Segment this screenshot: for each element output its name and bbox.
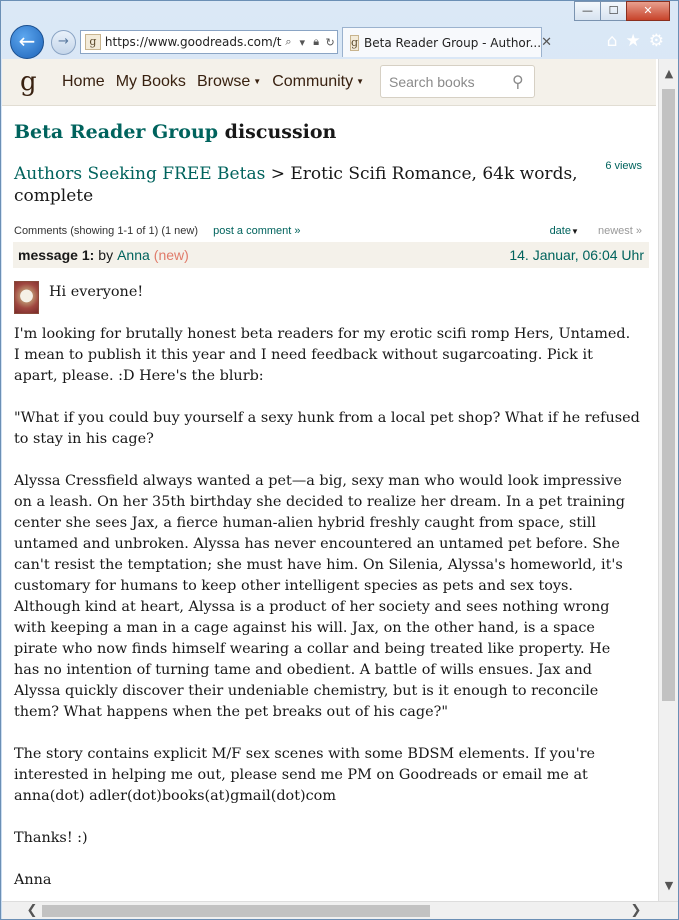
vertical-scroll-thumb[interactable] xyxy=(662,89,675,701)
horizontal-scroll-thumb[interactable] xyxy=(42,905,430,917)
caret-down-icon: ▼ xyxy=(356,77,365,87)
dropdown-icon[interactable]: ▾ xyxy=(299,35,306,49)
search-input[interactable]: Search books xyxy=(389,73,475,90)
tab-active[interactable] xyxy=(342,27,552,57)
search-box[interactable] xyxy=(380,65,535,98)
star-icon[interactable]: ★ xyxy=(625,31,641,51)
magnifier-icon[interactable]: ⚲ xyxy=(512,72,524,91)
search-icon[interactable]: ⌕ xyxy=(285,35,292,48)
arrow-left-icon: ← xyxy=(18,29,36,53)
comments-summary: Comments (showing 1-1 of 1) (1 new) xyxy=(14,225,199,237)
nav-browse-label: Browse xyxy=(196,73,251,90)
heading-suffix: discussion xyxy=(224,121,337,143)
nav-home[interactable]: Home xyxy=(62,73,105,90)
nav-browse[interactable] xyxy=(197,73,261,91)
vertical-scrollbar[interactable] xyxy=(658,59,678,901)
message-paragraph: I'm looking for brutally honest beta readers for my erotic scifi romp Hers, Untamed. I mean to publish it this year and I need feedback without sugarcoating. Pick it apart, please. :D Here's the blurb: xyxy=(14,326,631,384)
message-number: message 1: xyxy=(18,247,95,263)
refresh-icon[interactable]: ↻ xyxy=(325,35,335,49)
tab-title: Beta Reader Group - Author... xyxy=(364,35,542,50)
page-title xyxy=(14,121,336,143)
folder-link[interactable]: Authors Seeking FREE Betas xyxy=(14,164,266,184)
view-count: 6 views xyxy=(605,160,642,172)
address-url[interactable]: https://www.goodreads.com/t xyxy=(104,35,282,49)
site-favicon: g xyxy=(85,34,101,50)
nav-community-label: Community xyxy=(272,73,354,90)
message-body xyxy=(14,282,640,912)
gear-icon[interactable]: ⚙ xyxy=(648,31,664,51)
scroll-down-icon[interactable]: ▼ xyxy=(664,879,674,892)
tab-favicon: g xyxy=(351,35,359,49)
scroll-right-icon[interactable]: ❯ xyxy=(630,903,642,918)
browser-actions xyxy=(607,31,664,51)
nav-my-books[interactable]: My Books xyxy=(115,73,186,90)
topic-name: Erotic Scifi Romance, 64k words, complete xyxy=(14,164,578,206)
maximize-button[interactable]: ☐ xyxy=(600,1,626,21)
topic-title xyxy=(14,163,604,207)
page-viewport xyxy=(2,59,678,919)
message-paragraph: Alyssa Cressfield always wanted a pet—a big, sexy man who would look impressive on a leash. On her 35th birthday she decided to realize her dream. In a pet training center she sees Jax, a fierce human-alien hybrid freshly caught from space, still untamed and unbroken. Alyssa has never encountered an untamed pet before. She can't resist the temptation; she must have him. On Silenia, Alyssa's homeworld, it's customary for humans to keep other intelligent species as pets and sex toys. Although kind at heart, Alyssa is a product of her society and sees nothing wrong with keeping a man in a cage against his will. Jax, on the other hand, is a space pirate who now finds himself wearing a collar and being treated like property. He has no intention of turning tame and obedient. A battle of wills ensues. Jax and Alyssa quickly discover their undeniable chemistry, but is it enough to reconcile them? What happens when the pet breaks out of his cage?" xyxy=(14,473,625,720)
post-comment-link[interactable]: post a comment » xyxy=(213,225,301,237)
message-paragraph: Thanks! :) xyxy=(14,830,88,846)
site-header xyxy=(2,59,656,106)
message-paragraph: The story contains explicit M/F sex scenes with some BDSM elements. If you're interested in helping me out, please send me PM on Goodreads or email me at anna(dot) adler(dot)books(at)gmail(dot)com xyxy=(14,746,596,804)
message-paragraph: "What if you could buy yourself a sexy hunk from a local pet shop? What if he refused to stay in his cage? xyxy=(14,410,640,447)
arrow-right-icon: → xyxy=(58,34,69,49)
sort-date-link[interactable] xyxy=(550,225,579,237)
scroll-up-icon[interactable]: ▲ xyxy=(664,67,674,80)
goodreads-logo[interactable]: g xyxy=(20,67,37,97)
sort-date-label: date xyxy=(549,225,571,237)
author-link[interactable]: Anna xyxy=(117,247,150,263)
caret-down-icon: ▼ xyxy=(253,77,262,87)
close-window-button[interactable]: ✕ xyxy=(626,1,670,21)
back-button[interactable] xyxy=(10,25,44,59)
sort-controls xyxy=(550,225,642,237)
scroll-left-icon[interactable]: ❮ xyxy=(26,903,38,918)
lock-icon[interactable]: 🔒︎ xyxy=(313,35,320,48)
message-header xyxy=(13,242,649,268)
breadcrumb-separator: > xyxy=(270,164,285,184)
browser-toolbar xyxy=(1,23,678,59)
message-paragraph: Anna xyxy=(14,872,52,888)
forward-button[interactable] xyxy=(51,30,76,55)
message-paragraph: Hi everyone! xyxy=(49,284,144,300)
horizontal-scrollbar[interactable] xyxy=(2,901,678,919)
comments-bar xyxy=(14,225,642,237)
message-timestamp[interactable]: 14. Januar, 06:04 Uhr xyxy=(509,247,644,263)
sort-down-icon: ▼ xyxy=(570,227,579,236)
minimize-button[interactable]: — xyxy=(574,1,600,21)
nav-community[interactable] xyxy=(272,73,364,91)
close-tab-icon[interactable]: ✕ xyxy=(541,35,552,50)
new-badge: (new) xyxy=(153,247,189,263)
window-controls xyxy=(574,1,670,21)
sort-newest-link[interactable]: newest » xyxy=(597,225,642,237)
message-by: by xyxy=(98,247,114,263)
home-icon[interactable]: ⌂ xyxy=(606,31,618,51)
address-bar[interactable] xyxy=(80,30,338,54)
group-link[interactable]: Beta Reader Group xyxy=(14,121,219,143)
site-nav xyxy=(62,73,364,91)
